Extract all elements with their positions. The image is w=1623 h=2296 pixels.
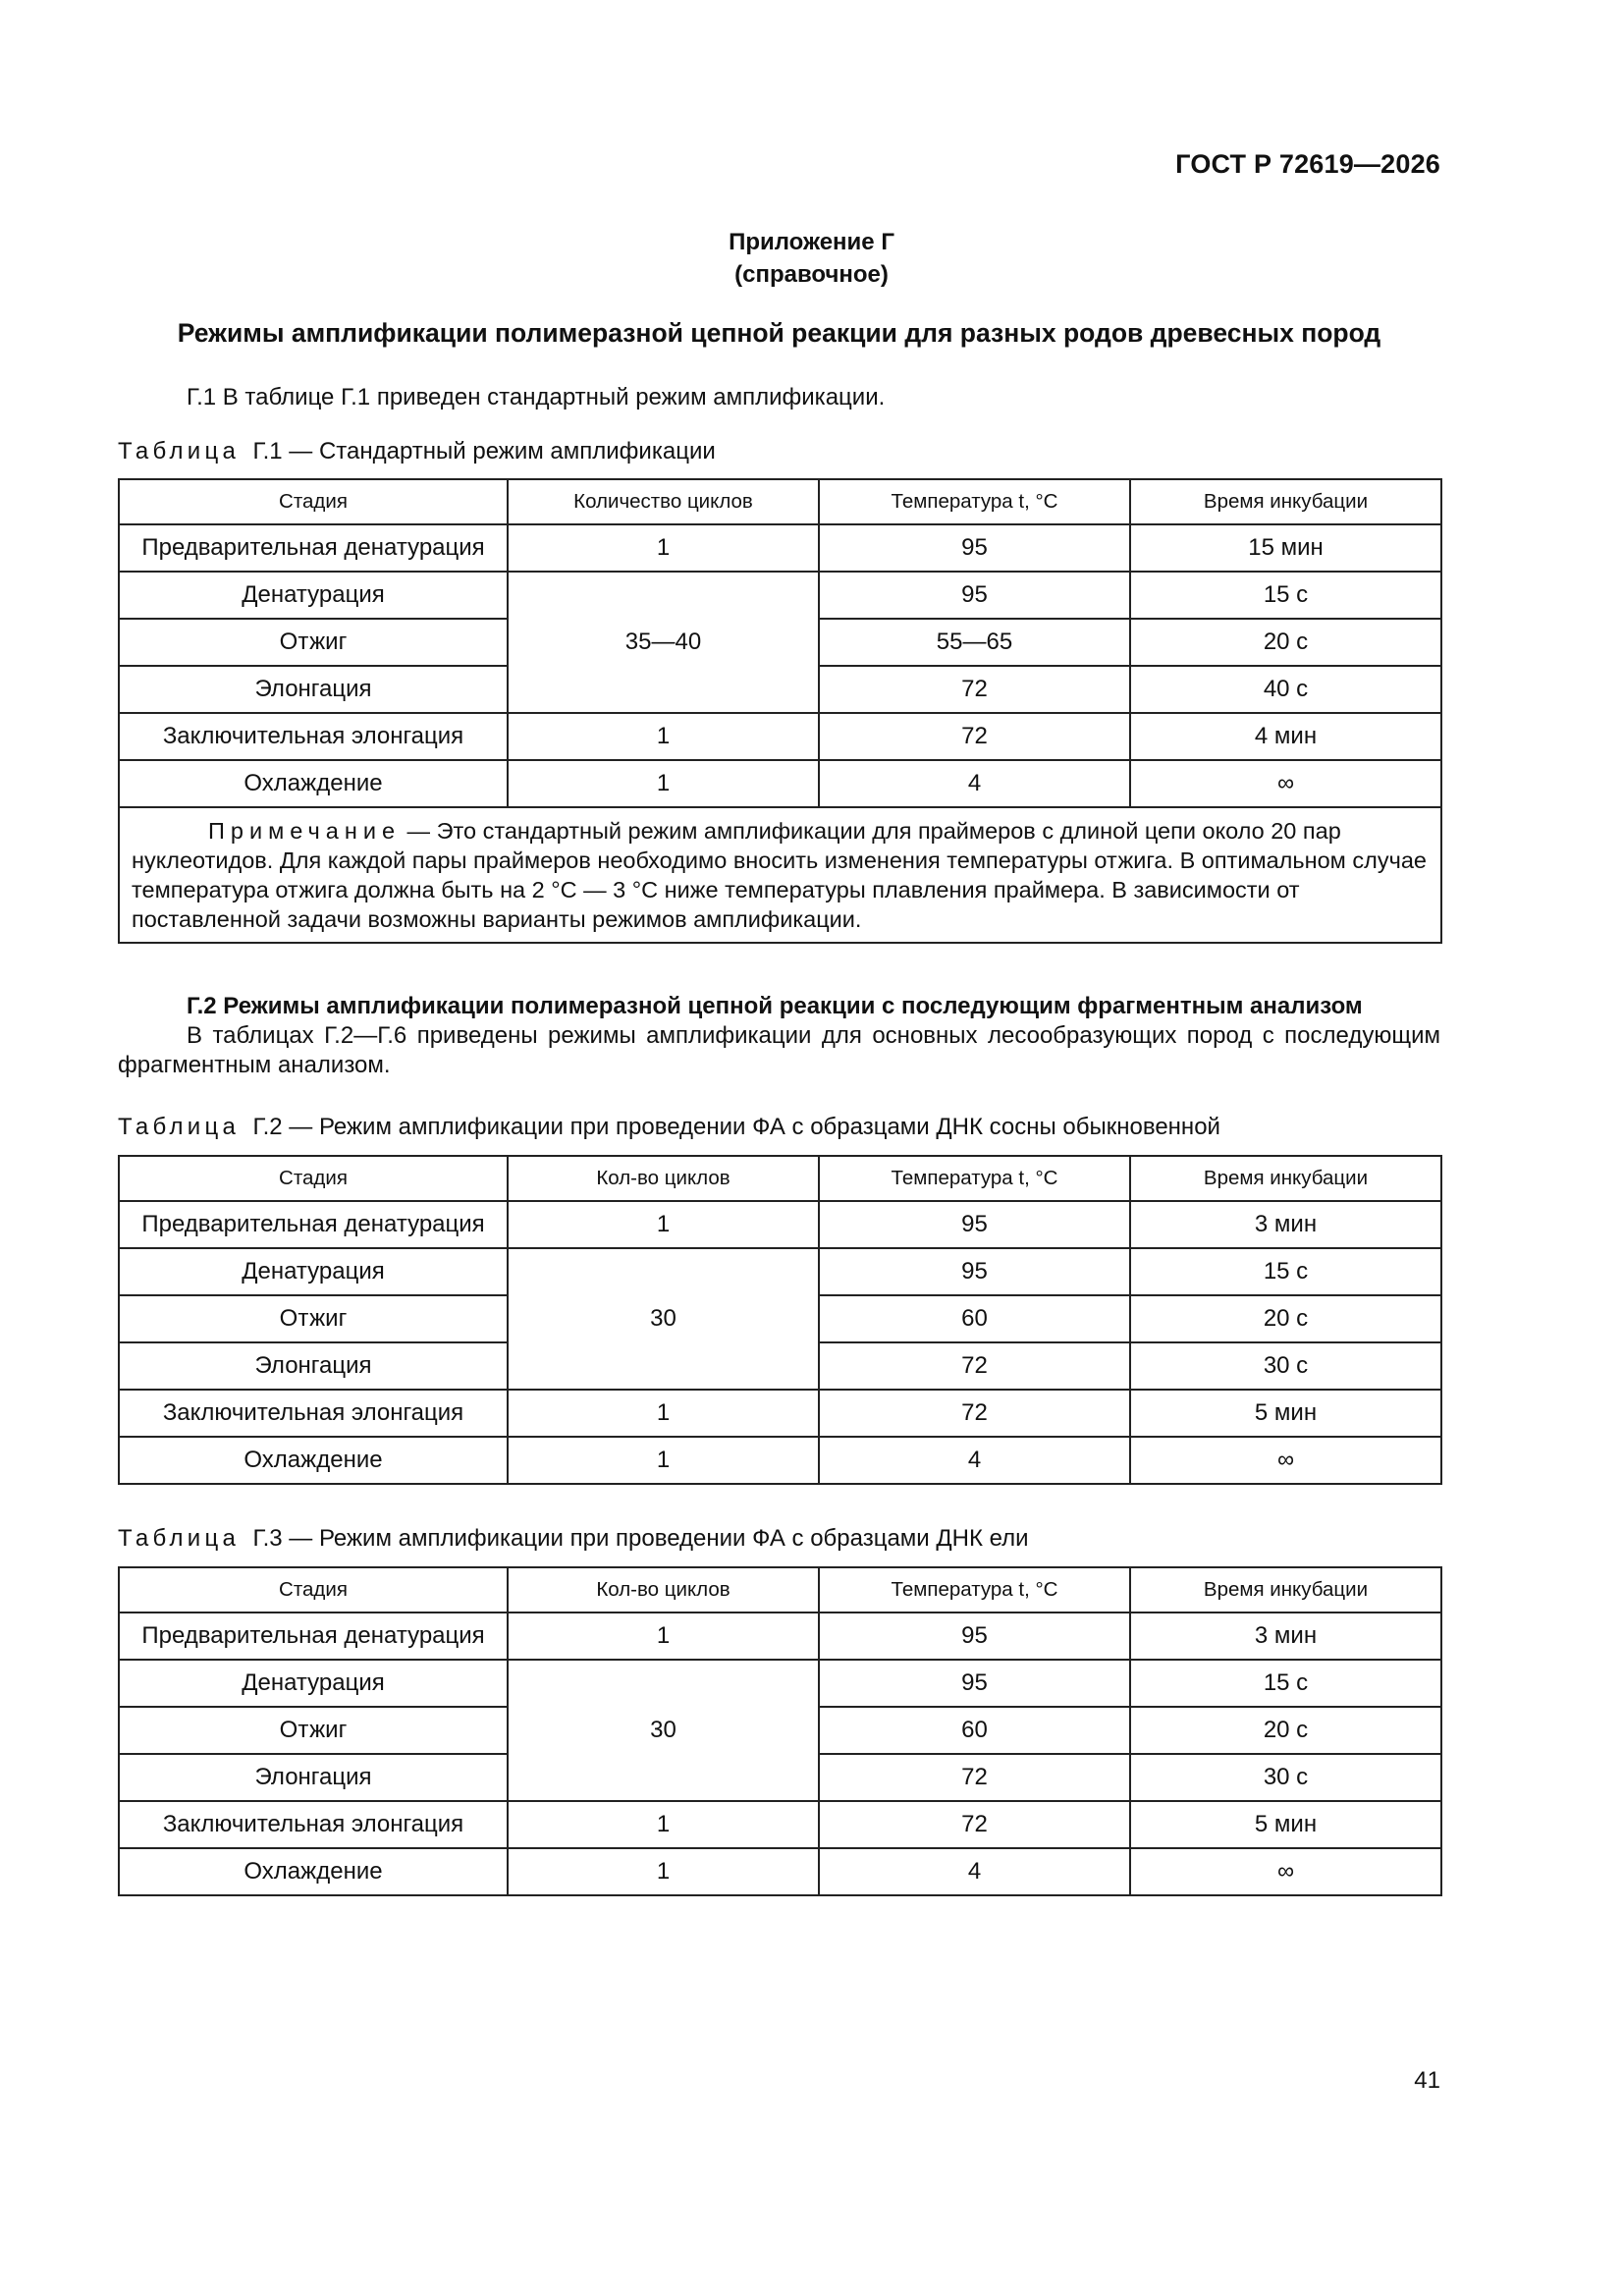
annex-subtitle: (справочное) xyxy=(734,261,889,288)
table-row xyxy=(119,1801,1441,1848)
stage-cell: Предварительная денатурация xyxy=(119,1613,508,1660)
temperature-cell: 4 xyxy=(819,1437,1130,1484)
table-row xyxy=(119,524,1441,572)
temperature-cell: 72 xyxy=(819,1342,1130,1390)
temperature-cell: 95 xyxy=(819,1613,1130,1660)
time-cell: 20 с xyxy=(1130,619,1441,666)
stage-cell: Заключительная элонгация xyxy=(119,713,508,760)
cycles-cell: 30 xyxy=(508,1660,819,1801)
stage-cell: Отжиг xyxy=(119,1295,508,1342)
time-cell: 4 мин xyxy=(1130,713,1441,760)
header-cell: Температура t, °C xyxy=(819,1156,1130,1201)
note-text: — Это стандартный режим амплификации для праймеров с длиной цепи около 20 пар нуклеотидов. Для каждой пары праймеров необходимо вносить изменения температуры отжига. В оптимальном случае температура отжига должна быть на 2 °C — 3 °C ниже температуры плавления праймера. В зависимости от поставленной задачи возможны варианты режимов амплификации. xyxy=(132,818,1427,932)
cycles-cell: 1 xyxy=(508,1848,819,1895)
header-cell: Время инкубации xyxy=(1130,479,1441,524)
cycles-cell: 30 xyxy=(508,1248,819,1390)
temperature-cell: 72 xyxy=(819,1390,1130,1437)
time-cell: 30 с xyxy=(1130,1754,1441,1801)
table-header-row xyxy=(119,1156,1441,1201)
stage-cell: Элонгация xyxy=(119,1754,508,1801)
table-row xyxy=(119,713,1441,760)
temperature-cell: 72 xyxy=(819,666,1130,713)
temperature-cell: 4 xyxy=(819,760,1130,807)
header-cell: Температура t, °C xyxy=(819,479,1130,524)
table-row xyxy=(119,1848,1441,1895)
time-cell: ∞ xyxy=(1130,1437,1441,1484)
table-note-row xyxy=(119,807,1441,943)
annex-title: Приложение Г xyxy=(729,229,894,255)
annex-heading xyxy=(0,226,1623,291)
stage-cell: Денатурация xyxy=(119,572,508,619)
cycles-cell: 1 xyxy=(508,1201,819,1248)
time-cell: ∞ xyxy=(1130,1848,1441,1895)
stage-cell: Отжиг xyxy=(119,619,508,666)
table-2 xyxy=(118,1155,1442,1485)
stage-cell: Охлаждение xyxy=(119,760,508,807)
header-cell: Кол-во циклов xyxy=(508,1567,819,1613)
temperature-cell: 95 xyxy=(819,1201,1130,1248)
note-label: Примечание xyxy=(208,818,402,844)
table-3 xyxy=(118,1566,1442,1896)
temperature-cell: 95 xyxy=(819,572,1130,619)
stage-cell: Элонгация xyxy=(119,666,508,713)
table-row xyxy=(119,1613,1441,1660)
section-1-paragraph: Г.1 В таблице Г.1 приведен стандартный режим амплификации. xyxy=(187,384,886,410)
table-header-row xyxy=(119,479,1441,524)
stage-cell: Заключительная элонгация xyxy=(119,1801,508,1848)
table-3-caption xyxy=(118,1525,1440,1553)
table-header-row xyxy=(119,1567,1441,1613)
table-label: Таблица xyxy=(118,438,241,465)
stage-cell: Отжиг xyxy=(119,1707,508,1754)
page-title: Режимы амплификации полимеразной цепной реакции для разных родов древесных пород xyxy=(177,318,1381,348)
cycles-cell: 1 xyxy=(508,524,819,572)
temperature-cell: 4 xyxy=(819,1848,1130,1895)
table-row xyxy=(119,1248,1441,1295)
temperature-cell: 72 xyxy=(819,1801,1130,1848)
time-cell: 20 с xyxy=(1130,1707,1441,1754)
time-cell: 20 с xyxy=(1130,1295,1441,1342)
page-number: 41 xyxy=(1414,2067,1440,2094)
cycles-cell: 1 xyxy=(508,1390,819,1437)
time-cell: 15 мин xyxy=(1130,524,1441,572)
temperature-cell: 95 xyxy=(819,1660,1130,1707)
temperature-cell: 72 xyxy=(819,1754,1130,1801)
header-cell: Количество циклов xyxy=(508,479,819,524)
table-caption-text: Г.3 — Режим амплификации при проведении ФА с образцами ДНК ели xyxy=(252,1525,1029,1552)
time-cell: 5 мин xyxy=(1130,1801,1441,1848)
table-caption-text: Г.2 — Режим амплификации при проведении ФА с образцами ДНК сосны обыкновенной xyxy=(252,1114,1220,1140)
table-label: Таблица xyxy=(118,1525,241,1552)
cycles-cell: 1 xyxy=(508,1801,819,1848)
table-row xyxy=(119,1390,1441,1437)
stage-cell: Элонгация xyxy=(119,1342,508,1390)
header-cell: Время инкубации xyxy=(1130,1567,1441,1613)
time-cell: 15 с xyxy=(1130,1660,1441,1707)
table-row xyxy=(119,572,1441,619)
table-row xyxy=(119,1201,1441,1248)
time-cell: 5 мин xyxy=(1130,1390,1441,1437)
time-cell: 15 с xyxy=(1130,1248,1441,1295)
document-code: ГОСТ Р 72619—2026 xyxy=(1175,149,1440,179)
table-2-caption xyxy=(118,1114,1440,1141)
header-cell: Температура t, °C xyxy=(819,1567,1130,1613)
table-row xyxy=(119,1660,1441,1707)
table-row xyxy=(119,760,1441,807)
section-2-paragraph: В таблицах Г.2—Г.6 приведены режимы амплификации для основных лесообразующих пород с последующим фрагментным анализом. xyxy=(118,1022,1440,1078)
temperature-cell: 95 xyxy=(819,1248,1130,1295)
header-cell: Время инкубации xyxy=(1130,1156,1441,1201)
section-2-heading: Г.2 Режимы амплификации полимеразной цепной реакции с последующим фрагментным анализом xyxy=(187,993,1363,1019)
table-row xyxy=(119,1437,1441,1484)
temperature-cell: 55—65 xyxy=(819,619,1130,666)
temperature-cell: 60 xyxy=(819,1295,1130,1342)
stage-cell: Денатурация xyxy=(119,1660,508,1707)
header-cell: Стадия xyxy=(119,1156,508,1201)
cycles-cell: 1 xyxy=(508,1437,819,1484)
header-cell: Кол-во циклов xyxy=(508,1156,819,1201)
cycles-cell: 1 xyxy=(508,1613,819,1660)
temperature-cell: 72 xyxy=(819,713,1130,760)
time-cell: 3 мин xyxy=(1130,1613,1441,1660)
header-cell: Стадия xyxy=(119,1567,508,1613)
time-cell: 15 с xyxy=(1130,572,1441,619)
time-cell: 40 с xyxy=(1130,666,1441,713)
cycles-cell: 35—40 xyxy=(508,572,819,713)
stage-cell: Охлаждение xyxy=(119,1437,508,1484)
cycles-cell: 1 xyxy=(508,760,819,807)
cycles-cell: 1 xyxy=(508,713,819,760)
temperature-cell: 95 xyxy=(819,524,1130,572)
time-cell: ∞ xyxy=(1130,760,1441,807)
stage-cell: Денатурация xyxy=(119,1248,508,1295)
table-1-caption xyxy=(118,438,1440,465)
time-cell: 3 мин xyxy=(1130,1201,1441,1248)
stage-cell: Заключительная элонгация xyxy=(119,1390,508,1437)
table-note xyxy=(119,807,1441,943)
temperature-cell: 60 xyxy=(819,1707,1130,1754)
time-cell: 30 с xyxy=(1130,1342,1441,1390)
stage-cell: Охлаждение xyxy=(119,1848,508,1895)
header-cell: Стадия xyxy=(119,479,508,524)
stage-cell: Предварительная денатурация xyxy=(119,1201,508,1248)
table-label: Таблица xyxy=(118,1114,241,1140)
stage-cell: Предварительная денатурация xyxy=(119,524,508,572)
table-1 xyxy=(118,478,1442,944)
table-caption-text: Г.1 — Стандартный режим амплификации xyxy=(252,438,716,465)
